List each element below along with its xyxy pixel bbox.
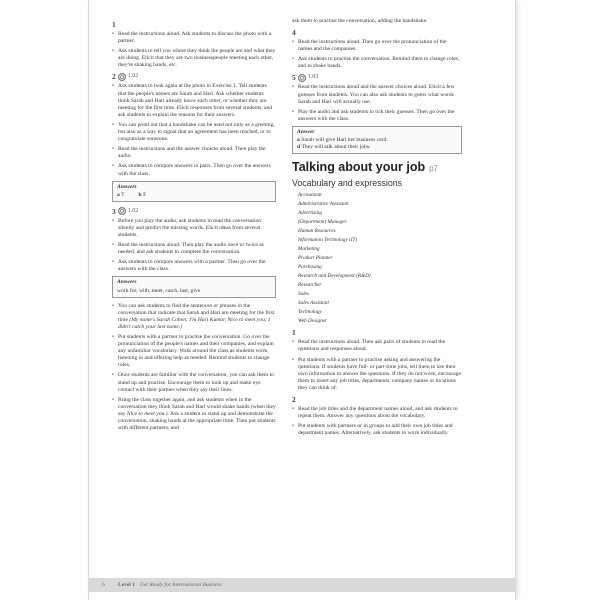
list-item: • Ask students to compare answers with a partner. Then go over the answers with the class. (112, 259, 276, 273)
list-item: • You can point out that a handshake can be used not only as a greeting, but also as a way to signal that an agreement has been reached, or to congratulate someone. (112, 122, 276, 143)
section-2-list (112, 83, 276, 177)
vocab-item: Purchasing (298, 264, 322, 271)
vocab-item: Advertising (298, 210, 322, 217)
section-3-list (112, 218, 276, 274)
list-item: • Ask students to practise the conversation. Remind them to change roles, and to shake hands. (292, 56, 462, 70)
vocab-item: Sales Assistant (298, 300, 329, 307)
vocab-item: Sales (298, 291, 309, 298)
answer-line: a Sarah will give Hari her business card. (297, 137, 388, 144)
vocab-section-2-number: 2 (292, 394, 296, 404)
section-heading: Talking about your job p7 (292, 160, 439, 175)
page-number: 6 (102, 582, 105, 588)
answer-item: b F (138, 191, 147, 198)
list-item: • Read the job titles and the department names aloud, and ask students to repeat them. Answer any questions about the vocabulary. (292, 406, 462, 420)
track-number: 1.02 (127, 73, 139, 80)
answer-line: d They will talk about their jobs. (297, 144, 371, 151)
list-item: • Read the instructions aloud. Then play the audio once or twice as needed, and ask students to complete the conversation. (112, 242, 276, 256)
right-column (292, 18, 462, 440)
audio-cd-icon (118, 73, 126, 81)
vocab-item: Web Designer (298, 318, 328, 325)
list-item: • Read the instructions aloud and the answer choices aloud. Elicit a few guesses from students. You can also ask students to guess what words Sarah and Hari will actually use. (292, 84, 462, 105)
list-item: • Ask students to look again at the photo in Exercise 1. Tell students that the people's names are Sarah and Hari. Ask whether students think Sarah and Hari already know each other, or whether they are meeting for the first time. Elicit responses from several students, and ask students to explain the reasons for their answers. (112, 83, 276, 118)
vocab-item: Research and Development (R&D) (298, 273, 371, 280)
list-item: • Bring the class together again, and ask students when in the conversation they think Sarah and Hari would shake hands (when they say Nice to meet you.). Ask a student to stand up and demonstrate the conversation, shaking hands at the appropriate time. Then put students with different partners, and (112, 397, 276, 432)
answer-label: Answer (297, 128, 315, 135)
section-2-number: 2 1.02 (112, 72, 139, 82)
list-item: • Read the instructions aloud. Then go over the pronunciation of the names and the companies. (292, 39, 462, 53)
page-footer (88, 578, 516, 592)
track-number: 1.03 (307, 74, 319, 81)
page-reference: p7 (429, 164, 439, 174)
answers-label: Answers (117, 183, 137, 190)
section-1-number: 1 (112, 19, 116, 29)
vocab-item: Information Technology (IT) (298, 237, 358, 244)
answer-box (292, 126, 462, 154)
vocab-item: Marketing (298, 246, 320, 253)
list-item: • Read the instructions aloud. Then ask pairs of students to read the questions and responses aloud. (292, 339, 462, 353)
answers-box (112, 181, 276, 202)
vocab-item: Technology (298, 309, 322, 316)
list-item: • Once students are familiar with the conversation, you can ask them to stand up and practise. Encourage them to look up and make eye contact with their partner when they say their lines. (112, 372, 276, 393)
list-item: • Ask students to compare answers in pairs. Then go over the answers with the class. (112, 163, 276, 177)
vocab-item: Product Planner (298, 255, 333, 262)
audio-cd-icon (118, 207, 126, 215)
answer-item: a T (117, 191, 125, 198)
subheading: Vocabulary and expressions (292, 178, 403, 189)
vocab-item: (Department) Manager (298, 219, 347, 226)
list-item: • Put students with a partner to practise asking and answering the questions. If students have full- or part-time jobs, tell them to use their own information to answer the questions. If they do not work, encourage them to insert any job titles, departments, company names or locations they can think of. (292, 357, 462, 392)
section-4-number: 4 (292, 28, 296, 38)
answers-box (112, 276, 276, 297)
vocab-item: Human Resources (298, 228, 336, 235)
list-item: • Put students with partners or in groups to add their own job titles and department names. Alternatively, ask students to work individually. (292, 423, 462, 437)
level-label: Level 1 (118, 582, 135, 588)
answers-text: work for, with, meet, catch, last, give (117, 287, 201, 294)
answers-label: Answers (117, 279, 137, 286)
vocab-section-2-list (292, 406, 462, 437)
vocab-item: Administrative Assistant (298, 201, 349, 208)
audio-cd-icon (298, 74, 306, 82)
section-1-list (112, 31, 276, 69)
section-4-list (292, 39, 462, 70)
vocab-item: Accountant (298, 192, 322, 199)
section-3-list-continued (112, 303, 276, 433)
list-item: • Read the instructions aloud. Ask students to discuss the photo with a partner. (112, 31, 276, 45)
left-column (112, 18, 276, 435)
section-3-number: 3 1.02 (112, 206, 139, 216)
vocabulary-list (292, 191, 462, 326)
track-number: 1.02 (127, 207, 139, 214)
book-title: Get Ready for International Business (140, 582, 222, 588)
section-5-number: 5 1.03 (292, 73, 319, 83)
list-item: • You can ask students to find the sentences or phrases in the conversation that indicate that Sarah and Hari are meeting for the first time (My name's Sarah Cohen; I'm Hari Kumar, Nice to meet you; I didn't catch your last name.) (112, 303, 276, 331)
list-item: • Read the instructions and the answer choices aloud. Then play the audio. (112, 146, 276, 160)
section-5-list (292, 84, 462, 122)
vocab-section-1-list (292, 339, 462, 392)
continued-text: ask them to practise the conversation, adding the handshake. (292, 18, 428, 24)
list-item: • Before you play the audio, ask students to read the conversation silently and predict the missing words. Elicit ideas from several students. (112, 218, 276, 239)
answers-row (117, 192, 271, 199)
list-item: • Put students with a partner to practise the conversation. Go over the pronunciation of the people's names and their companies, and explain any unfamiliar vocabulary. Walk around the class as students work, listening in and offering help as needed. Remind students to change roles. (112, 334, 276, 369)
list-item: • Ask students to tell you where they think the people are and what they are doing. Elicit that they are two businesspeople meeting each other, they're shaking hands, etc. (112, 48, 276, 69)
vocab-item: Researcher (298, 282, 322, 289)
vocab-section-1-number: 1 (292, 328, 296, 338)
list-item: • Play the audio and ask students to tick their guesses. Then go over the answers with the class. (292, 109, 462, 123)
